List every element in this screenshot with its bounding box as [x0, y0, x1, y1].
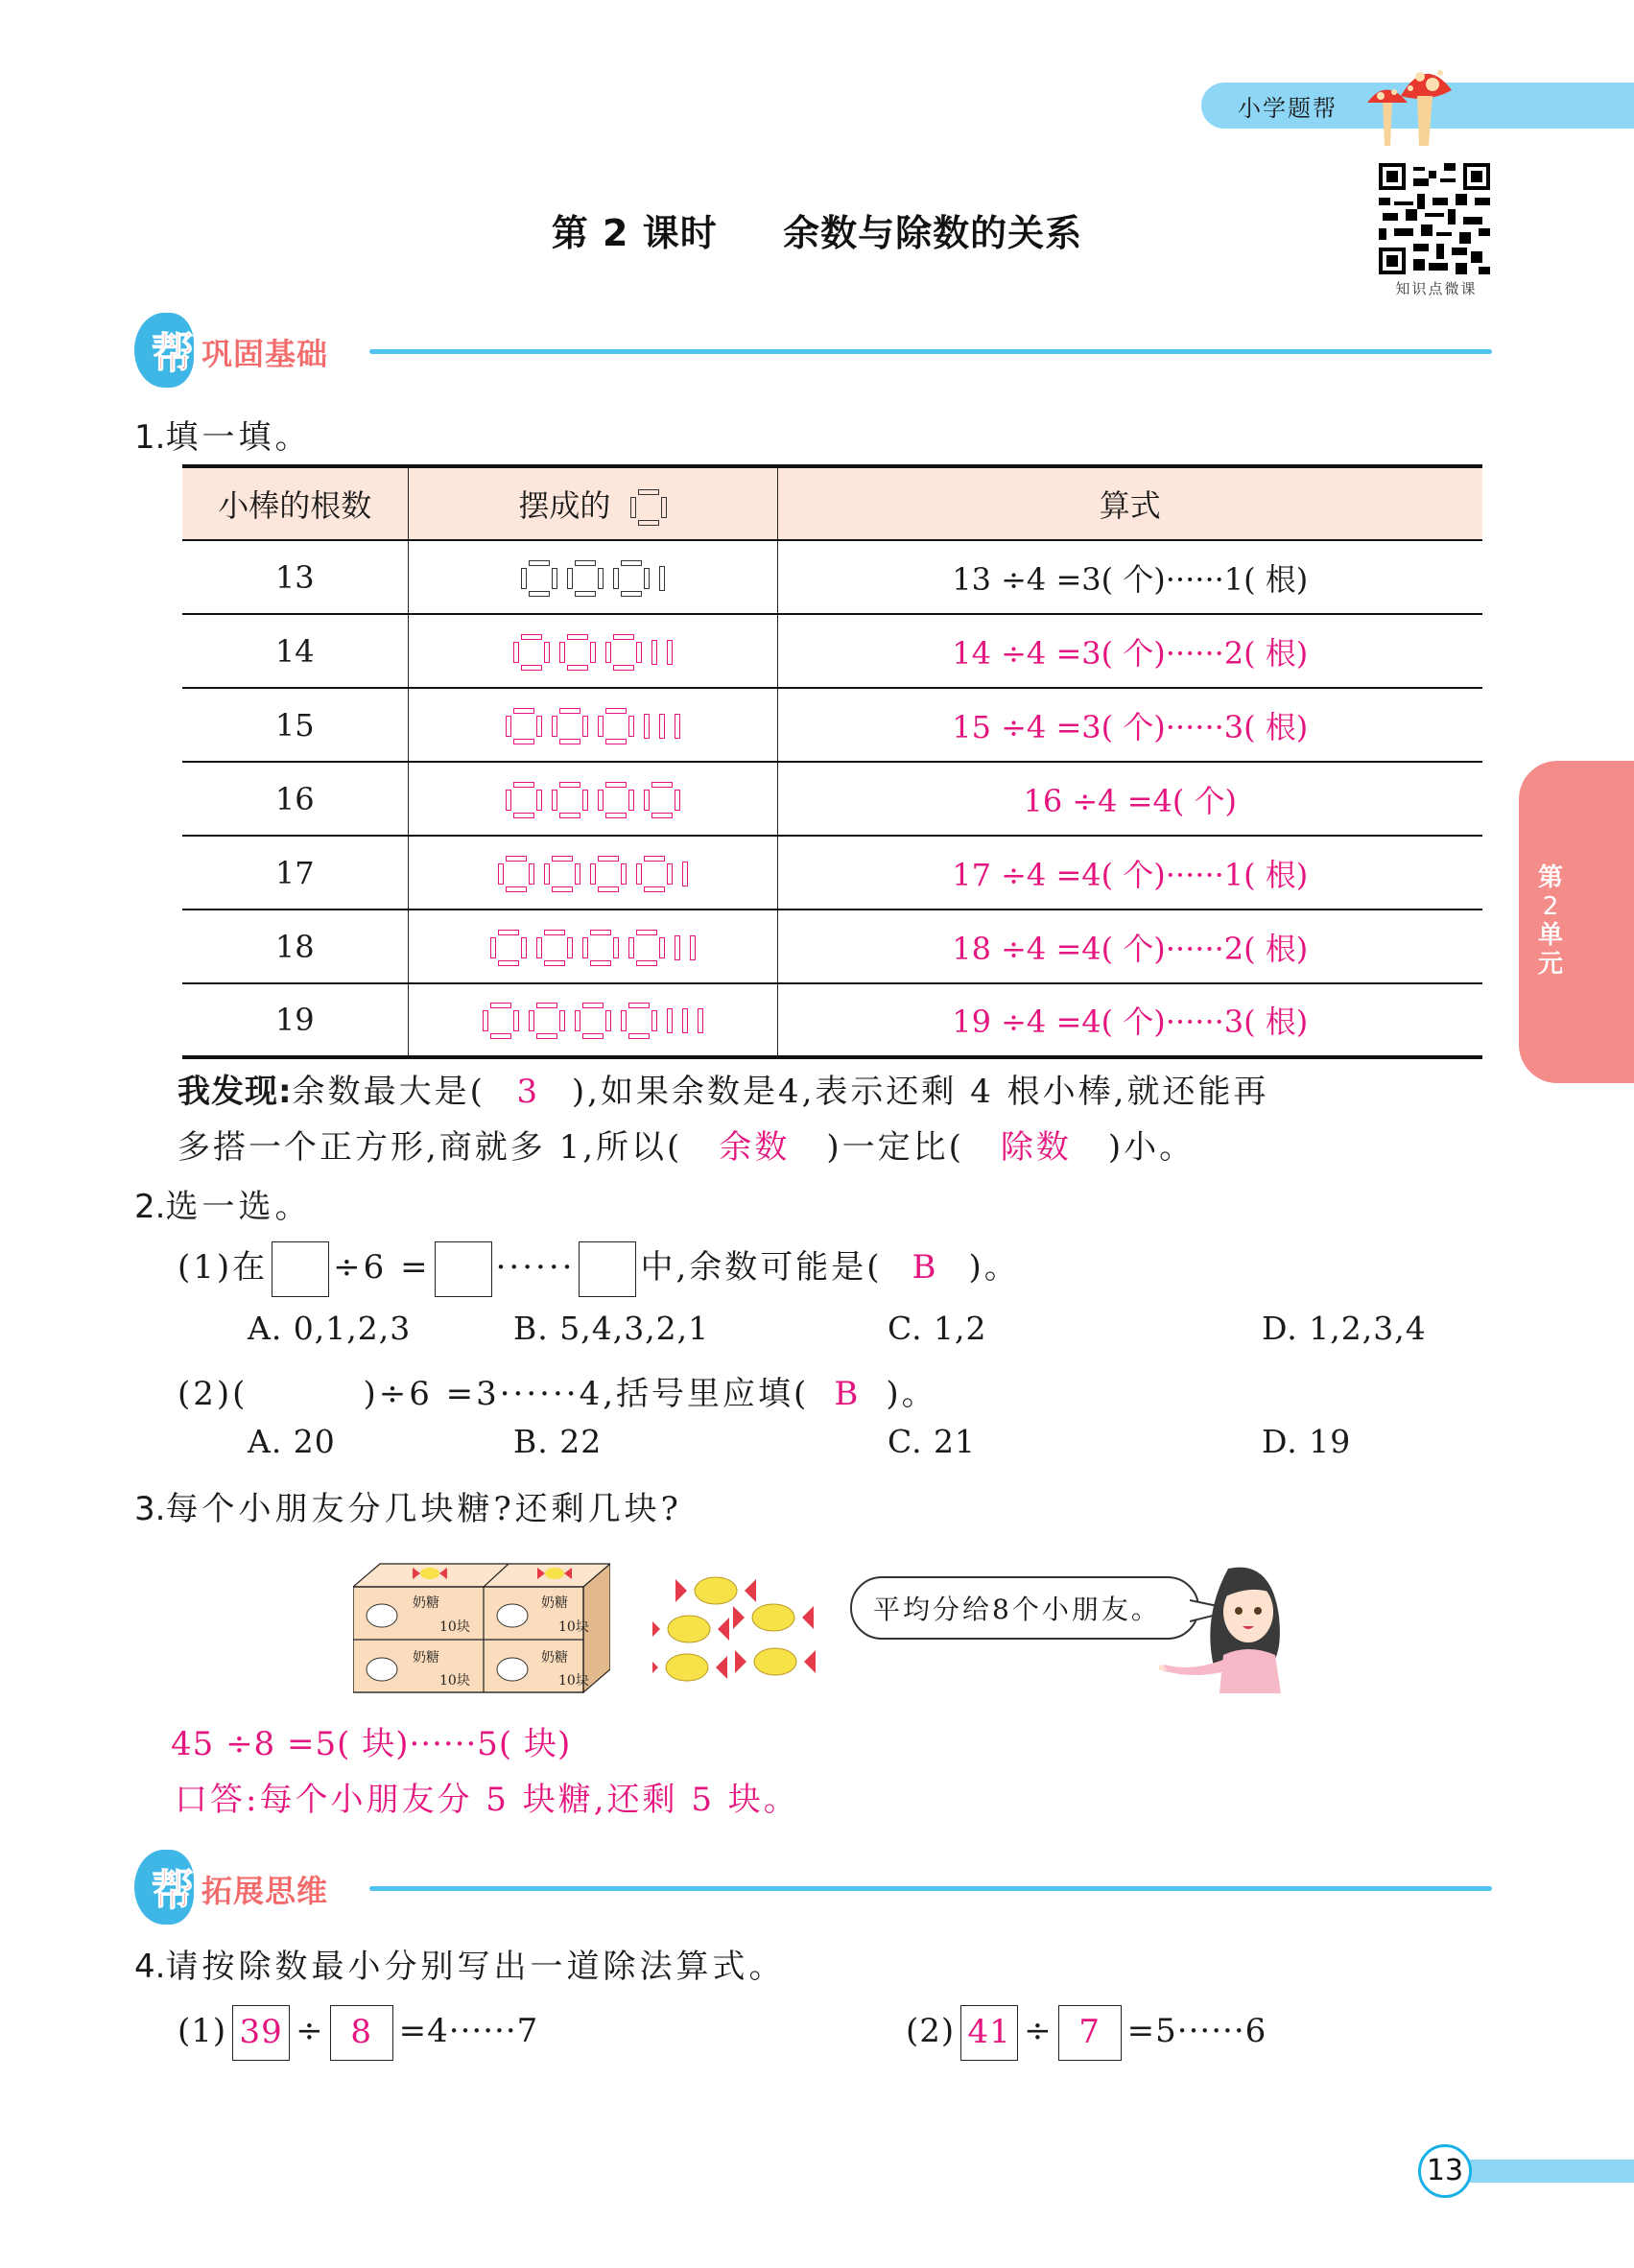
- stick-count-cell: 17: [182, 836, 408, 910]
- square-icon: [590, 856, 627, 892]
- squares-cell: [408, 540, 777, 614]
- formula-cell[interactable]: 18 ÷4 =4( 个)······2( 根): [952, 930, 1309, 967]
- stick-icon: [690, 935, 696, 960]
- section-divider: [369, 1886, 1492, 1891]
- q4-1-divisor[interactable]: 8: [330, 2005, 393, 2061]
- formula-cell: 13 ÷4 =3( 个)······1( 根): [952, 560, 1309, 598]
- q4-2-divisor[interactable]: 7: [1058, 2005, 1122, 2061]
- lesson-title: 余数与除数的关系: [783, 212, 1083, 254]
- stick-count-cell: 16: [182, 762, 408, 836]
- formula-cell[interactable]: 15 ÷4 =3( 个)······3( 根): [952, 708, 1309, 745]
- q2-2-option-a[interactable]: A. 20: [248, 1423, 336, 1460]
- square-icon: [559, 634, 596, 671]
- sticks-drawing: [483, 1003, 703, 1039]
- square-icon: [613, 560, 650, 597]
- quotient-box: [435, 1241, 492, 1297]
- square-icon: [506, 782, 542, 818]
- q4-2-dividend[interactable]: 41: [960, 2005, 1018, 2061]
- svg-text:奶糖: 奶糖: [541, 1650, 568, 1666]
- q3-title: 3.每个小朋友分几块糖?还剩几块?: [134, 1490, 682, 1528]
- stick-icon: [659, 566, 665, 591]
- discovery-line-2: 多搭一个正方形,商就多 1,所以( 余数 )一定比( 除数 )小。: [178, 1121, 1195, 1168]
- square-icon: [521, 560, 557, 597]
- table-row: [182, 540, 1482, 614]
- square-icon: [506, 708, 542, 744]
- q2-1-option-b[interactable]: B. 5,4,3,2,1: [513, 1310, 710, 1347]
- q4-1-dividend[interactable]: 39: [232, 2005, 290, 2061]
- square-icon: [483, 1003, 519, 1039]
- section-divider: [369, 349, 1492, 354]
- speech-text: 平均分给8个小朋友。: [873, 1594, 1161, 1625]
- brand-text: 小学题帮: [1238, 95, 1338, 122]
- sticks-drawing: [506, 782, 680, 818]
- lesson-number: 第 2 课时: [551, 212, 718, 254]
- svg-text:奶糖: 奶糖: [413, 1650, 439, 1666]
- stick-icon: [682, 862, 688, 886]
- squares-cell: [408, 983, 777, 1057]
- formula-cell[interactable]: 17 ÷4 =4( 个)······1( 根): [952, 856, 1309, 893]
- square-icon: [636, 856, 673, 892]
- sticks-drawing: [513, 634, 673, 671]
- stick-icon: [682, 1008, 688, 1033]
- stick-icon: [651, 640, 657, 665]
- stick-icon: [675, 714, 680, 739]
- unit-label: 第 2 单 元: [1537, 863, 1563, 979]
- square-icon: [513, 634, 550, 671]
- square-icon: [605, 634, 642, 671]
- q2-1-option-d[interactable]: D. 1,2,3,4: [1262, 1310, 1427, 1347]
- stick-icon: [675, 935, 680, 960]
- girl-illustration: [1156, 1559, 1295, 1693]
- q2-1-option-a[interactable]: A. 0,1,2,3: [248, 1310, 412, 1347]
- sticks-drawing: [490, 930, 696, 966]
- q2-title: 2.选一选。: [134, 1188, 312, 1226]
- square-icon: [552, 782, 588, 818]
- stick-icon: [667, 640, 673, 665]
- q2-sub2: (2)( )÷6 =3······4,括号里应填( B )。: [178, 1375, 937, 1413]
- discovery-line-1: 我发现:余数最大是( 3 ),如果余数是4,表示还剩 4 根小棒,就还能再: [178, 1073, 1269, 1111]
- stick-count-cell: 14: [182, 614, 408, 688]
- stick-icon: [698, 1008, 703, 1033]
- header-stick-count: 小棒的根数: [182, 466, 408, 540]
- formula-cell[interactable]: 14 ÷4 =3( 个)······2( 根): [952, 634, 1309, 672]
- squares-cell: [408, 836, 777, 910]
- svg-text:10块: 10块: [439, 1673, 470, 1689]
- sticks-drawing: [498, 856, 688, 892]
- svg-text:奶糖: 奶糖: [541, 1595, 568, 1611]
- sticks-drawing: [521, 560, 665, 597]
- table-row: [182, 983, 1482, 1057]
- stick-count-cell: 15: [182, 688, 408, 762]
- svg-text:10块: 10块: [439, 1619, 470, 1635]
- header-squares: 摆成的: [408, 466, 777, 540]
- square-icon: [544, 856, 580, 892]
- squares-cell: [408, 688, 777, 762]
- q2-2-option-d[interactable]: D. 19: [1262, 1423, 1352, 1460]
- square-icon: [575, 1003, 611, 1039]
- squares-cell: [408, 762, 777, 836]
- stick-icon: [659, 714, 665, 739]
- table-row: [182, 614, 1482, 688]
- q2-2-answer[interactable]: B: [834, 1375, 862, 1413]
- formula-cell[interactable]: 19 ÷4 =4( 个)······3( 根): [952, 1004, 1309, 1040]
- sticks-table: [182, 464, 1482, 1059]
- bang-icon: 帮: [152, 1866, 194, 1915]
- table-row: [182, 762, 1482, 836]
- square-icon: [621, 1003, 657, 1039]
- square-icon: [598, 708, 634, 744]
- table-row: [182, 910, 1482, 983]
- squares-cell: [408, 910, 777, 983]
- table-row: [182, 836, 1482, 910]
- svg-text:10块: 10块: [558, 1673, 589, 1689]
- square-icon: [552, 708, 588, 744]
- square-icon: [567, 560, 604, 597]
- stick-icon: [667, 1008, 673, 1033]
- candy-boxes-illustration: [353, 1562, 610, 1694]
- square-icon: [628, 930, 665, 966]
- remainder-box: [579, 1241, 636, 1297]
- square-icon: [630, 489, 667, 526]
- stick-count-cell: 13: [182, 540, 408, 614]
- page-title: [0, 203, 1634, 256]
- stick-count-cell: 19: [182, 983, 408, 1057]
- squares-cell: [408, 614, 777, 688]
- table-row: [182, 688, 1482, 762]
- table-header-row: [182, 466, 1482, 540]
- q4-title: 4.请按除数最小分别写出一道除法算式。: [134, 1948, 786, 1986]
- svg-text:10块: 10块: [558, 1619, 589, 1635]
- square-icon: [644, 782, 680, 818]
- answer-max-remainder[interactable]: 3: [516, 1073, 541, 1111]
- qr-caption: 知识点微课: [1395, 280, 1478, 297]
- box-label: 奶糖: [413, 1595, 439, 1611]
- section-label: 巩固基础: [201, 336, 329, 372]
- square-icon: [582, 930, 619, 966]
- square-icon: [598, 782, 634, 818]
- answer-divisor[interactable]: 除数: [1000, 1128, 1072, 1167]
- stick-icon: [644, 714, 650, 739]
- square-icon: [498, 856, 534, 892]
- section-header-extend: [134, 1850, 1497, 1917]
- square-icon: [490, 930, 527, 966]
- dividend-box: [272, 1241, 329, 1297]
- section-label: 拓展思维: [201, 1873, 329, 1909]
- q3-answer-formula: 45 ÷8 =5( 块)······5( 块): [171, 1725, 572, 1763]
- q4-sub1: (1) 39 ÷ 8 =4······7: [178, 2005, 538, 2061]
- q3-answer-text: 口答:每个小朋友分 5 块糖,还剩 5 块。: [175, 1781, 799, 1819]
- loose-candies-icon: [652, 1573, 825, 1698]
- header-formula: 算式: [1099, 487, 1161, 524]
- square-icon: [536, 930, 573, 966]
- q2-2-option-b[interactable]: B. 22: [513, 1423, 603, 1460]
- q2-sub1: (1)在 ÷6 = ······ 中,余数可能是( B )。: [178, 1238, 1020, 1297]
- q2-1-answer[interactable]: B: [912, 1248, 939, 1287]
- square-icon: [529, 1003, 565, 1039]
- page-number: 13: [1418, 2144, 1472, 2198]
- answer-remainder[interactable]: 余数: [719, 1128, 791, 1167]
- sticks-drawing: [506, 708, 680, 744]
- mushroom-icon: [1358, 59, 1473, 146]
- q4-sub2: (2) 41 ÷ 7 =5······6: [906, 2005, 1267, 2061]
- formula-cell[interactable]: 16 ÷4 =4( 个): [1023, 782, 1238, 819]
- section-header-basic: [134, 313, 1497, 380]
- discovery-label: 我发现:: [178, 1073, 293, 1111]
- q1-title: 1.填一填。: [134, 418, 312, 457]
- q2-1-option-c[interactable]: C. 1,2: [888, 1310, 987, 1347]
- bang-icon: 帮: [152, 329, 194, 378]
- page-number-bar: [1458, 2160, 1634, 2183]
- q2-2-option-c[interactable]: C. 21: [888, 1423, 977, 1460]
- stick-count-cell: 18: [182, 910, 408, 983]
